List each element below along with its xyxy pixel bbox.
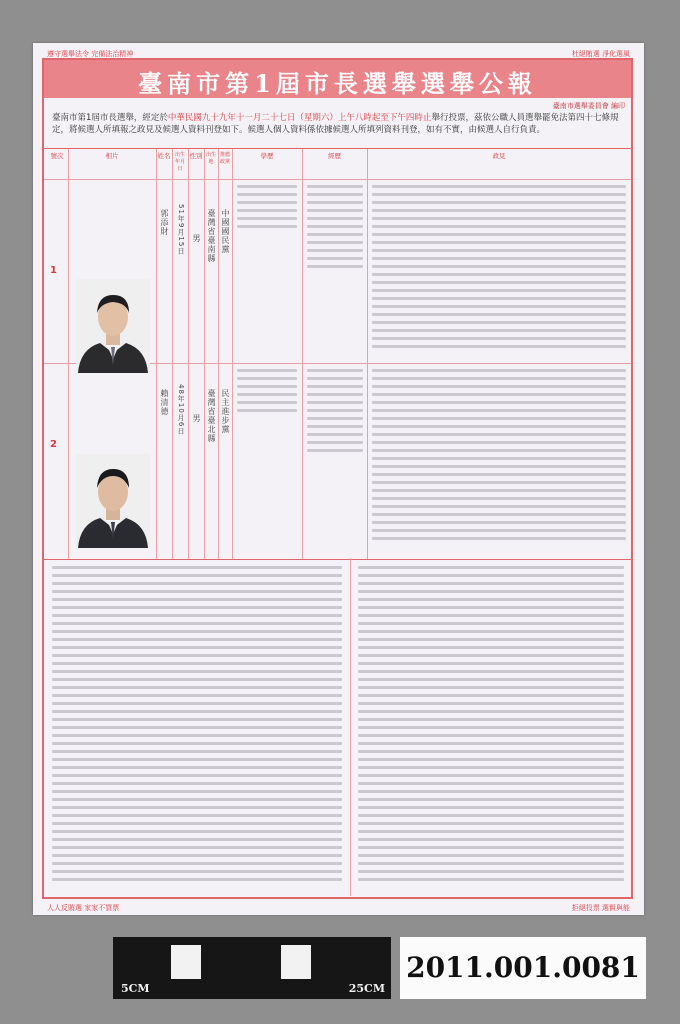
bottom-left-slogan: 人人反賄選 家家不買票	[47, 904, 120, 912]
intro-date: 中華民國九十九年十一月二十七日（星期六）上午八時起至下午四時止	[167, 113, 432, 123]
candidate-table	[44, 148, 631, 560]
header-photo: 相片	[105, 152, 119, 160]
candidate-1-birth: 51年9月15日	[177, 204, 185, 256]
header-number: 號次	[50, 152, 64, 160]
election-bulletin-poster	[33, 43, 644, 915]
catalog-number-label: 2011.001.0081	[400, 937, 646, 999]
bulletin-title: 臺南市第1屆市長選舉選舉公報	[138, 69, 537, 98]
bulletin-frame	[42, 58, 633, 899]
candidate-2-gender: 男	[192, 414, 201, 423]
intro-text-b: 舉行投票，茲依公職人員選舉罷免法第四十七條規定，將候選人所填報之政見及候選人資料刊登如下。候選人個人資料係依據候選人所填列資料刊登，如有不實，由候選人自行負責。	[52, 113, 619, 135]
ruler-left-label: 5CM	[121, 982, 150, 995]
voting-notes-left-column	[52, 566, 342, 886]
header-education: 學歷	[260, 152, 274, 160]
header-birthplace: 出生地	[205, 152, 216, 165]
candidate-1-platform	[372, 185, 626, 357]
candidate-2-birthplace: 臺灣省臺北縣	[207, 389, 216, 443]
voting-notes-section	[44, 558, 631, 896]
candidate-1-party: 中國國民黨	[221, 209, 230, 254]
top-right-slogan: 杜絕賄選 淨化選風	[571, 50, 630, 58]
candidate-2-birth: 48年10月6日	[177, 384, 185, 436]
candidate-2-experience	[307, 369, 363, 479]
candidate-2-name: 賴清德	[160, 389, 169, 416]
intro-paragraph	[52, 112, 622, 136]
ruler-square	[171, 945, 201, 979]
candidate-1-birthplace: 臺灣省臺南縣	[207, 209, 216, 263]
candidate-1-number: 1	[50, 265, 57, 276]
candidate-1-gender: 男	[192, 234, 201, 243]
candidate-2-education	[237, 369, 297, 429]
header-platform: 政見	[492, 152, 506, 160]
candidate-1-education	[237, 185, 297, 245]
candidate-2-portrait	[76, 454, 150, 548]
header-party: 推薦政黨	[219, 152, 230, 165]
voting-notes-right-column	[358, 566, 624, 886]
ruler-square	[281, 945, 311, 979]
header-gender: 性別	[189, 152, 203, 160]
header-experience: 經歷	[328, 152, 341, 160]
header-name: 姓名	[157, 152, 171, 160]
ruler-right-label: 25CM	[348, 982, 385, 995]
bottom-right-slogan: 拒絕投票 選賢與能	[571, 904, 630, 912]
scale-ruler	[113, 937, 391, 999]
header-birth: 出生年月日	[174, 152, 185, 172]
candidate-1-name: 郭添財	[160, 209, 169, 236]
editor-credit: 臺南市選舉委員會 編印	[552, 102, 625, 110]
intro-text-a: 臺南市第1屆市長選舉，經定於	[52, 113, 168, 123]
candidate-1-experience	[307, 185, 363, 295]
candidate-2-number: 2	[50, 439, 57, 450]
candidate-1-portrait	[76, 279, 150, 373]
title-band	[44, 60, 631, 98]
candidate-2-party: 民主進步黨	[221, 389, 230, 434]
candidate-2-platform	[372, 369, 626, 549]
top-left-slogan: 遵守選舉法令 完備法治精神	[47, 50, 134, 58]
